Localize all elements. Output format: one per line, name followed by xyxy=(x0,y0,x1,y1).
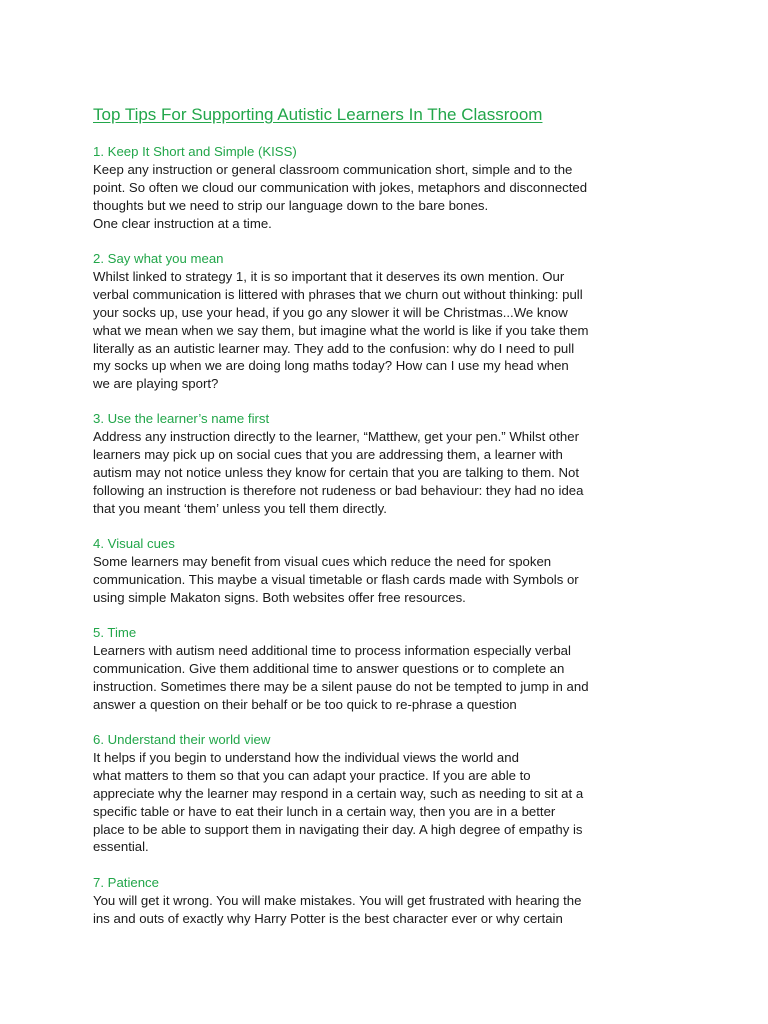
body-line: autism may not notice unless they know for certain that you are talking to them. Not xyxy=(93,464,579,480)
body-line: using simple Makaton signs. Both websites offer free resources. xyxy=(93,589,466,605)
body-line: ins and outs of exactly why Harry Potter is the best character ever or why certain xyxy=(93,910,563,926)
body-line: answer a question on their behalf or be too quick to re-phrase a question xyxy=(93,696,517,712)
body-line: my socks up when we are doing long maths today? How can I use my head when xyxy=(93,358,569,374)
section-use-learners-name xyxy=(93,410,653,517)
section-heading: 3. Use the learner’s name first xyxy=(93,411,270,426)
document-title: Top Tips For Supporting Autistic Learners In The Classroom xyxy=(93,105,543,124)
section-heading: 6. Understand their world view xyxy=(93,732,271,747)
body-line: verbal communication is littered with phrases that we churn out without thinking: pull xyxy=(93,286,583,302)
body-line: Whilst linked to strategy 1, it is so important that it deserves its own mention. Our xyxy=(93,268,565,284)
body-line: appreciate why the learner may respond in a certain way, such as needing to sit at a xyxy=(93,785,584,801)
body-line: Learners with autism need additional time to process information especially verbal xyxy=(93,642,571,658)
body-line: literally as an autistic learner may. They add to the confusion: why do I need to pull xyxy=(93,340,575,356)
section-visual-cues xyxy=(93,535,653,607)
body-line: that you meant ‘them’ unless you tell them directly. xyxy=(93,500,387,516)
body-line: we are playing sport? xyxy=(93,376,219,392)
body-line: place to be able to support them in navigating their day. A high degree of empathy is xyxy=(93,821,583,837)
body-line: what we mean when we say them, but imagine what the world is like if you take them xyxy=(93,322,589,338)
body-line: essential. xyxy=(93,839,149,855)
body-line: Address any instruction directly to the learner, “Matthew, get your pen.” Whilst other xyxy=(93,428,579,444)
section-say-what-you-mean xyxy=(93,250,653,393)
section-heading: 1. Keep It Short and Simple (KISS) xyxy=(93,144,297,159)
section-keep-it-short xyxy=(93,143,653,233)
section-time xyxy=(93,624,653,714)
body-line: communication. Give them additional time to answer questions or to complete an xyxy=(93,660,565,676)
section-heading: 7. Patience xyxy=(93,875,159,890)
body-line: thoughts but we need to strip our language down to the bare bones. xyxy=(93,197,489,213)
body-line: It helps if you begin to understand how the individual views the world and xyxy=(93,749,519,765)
body-line: Keep any instruction or general classroom communication short, simple and to the xyxy=(93,161,573,177)
body-line: specific table or have to eat their lunch in a certain way, then you are in a better xyxy=(93,803,556,819)
section-heading: 5. Time xyxy=(93,625,137,640)
body-line: Some learners may benefit from visual cues which reduce the need for spoken xyxy=(93,553,552,569)
body-line: following an instruction is therefore not rudeness or bad behaviour: they had no idea xyxy=(93,482,584,498)
section-heading: 2. Say what you mean xyxy=(93,251,224,266)
body-line: learners may pick up on social cues that you are addressing them, a learner with xyxy=(93,446,563,462)
body-line: One clear instruction at a time. xyxy=(93,215,272,231)
body-line: You will get it wrong. You will make mistakes. You will get frustrated with hearing the xyxy=(93,892,582,908)
body-line: instruction. Sometimes there may be a silent pause do not be tempted to jump in and xyxy=(93,678,589,694)
section-world-view xyxy=(93,731,653,856)
body-line: point. So often we cloud our communication with jokes, metaphors and disconnected xyxy=(93,179,588,195)
body-line: your socks up, use your head, if you go any slower it will be Christmas...We know xyxy=(93,304,568,320)
section-patience xyxy=(93,874,653,928)
section-heading: 4. Visual cues xyxy=(93,536,175,551)
body-line: what matters to them so that you can adapt your practice. If you are able to xyxy=(93,767,531,783)
body-line: communication. This maybe a visual timetable or flash cards made with Symbols or xyxy=(93,571,579,587)
